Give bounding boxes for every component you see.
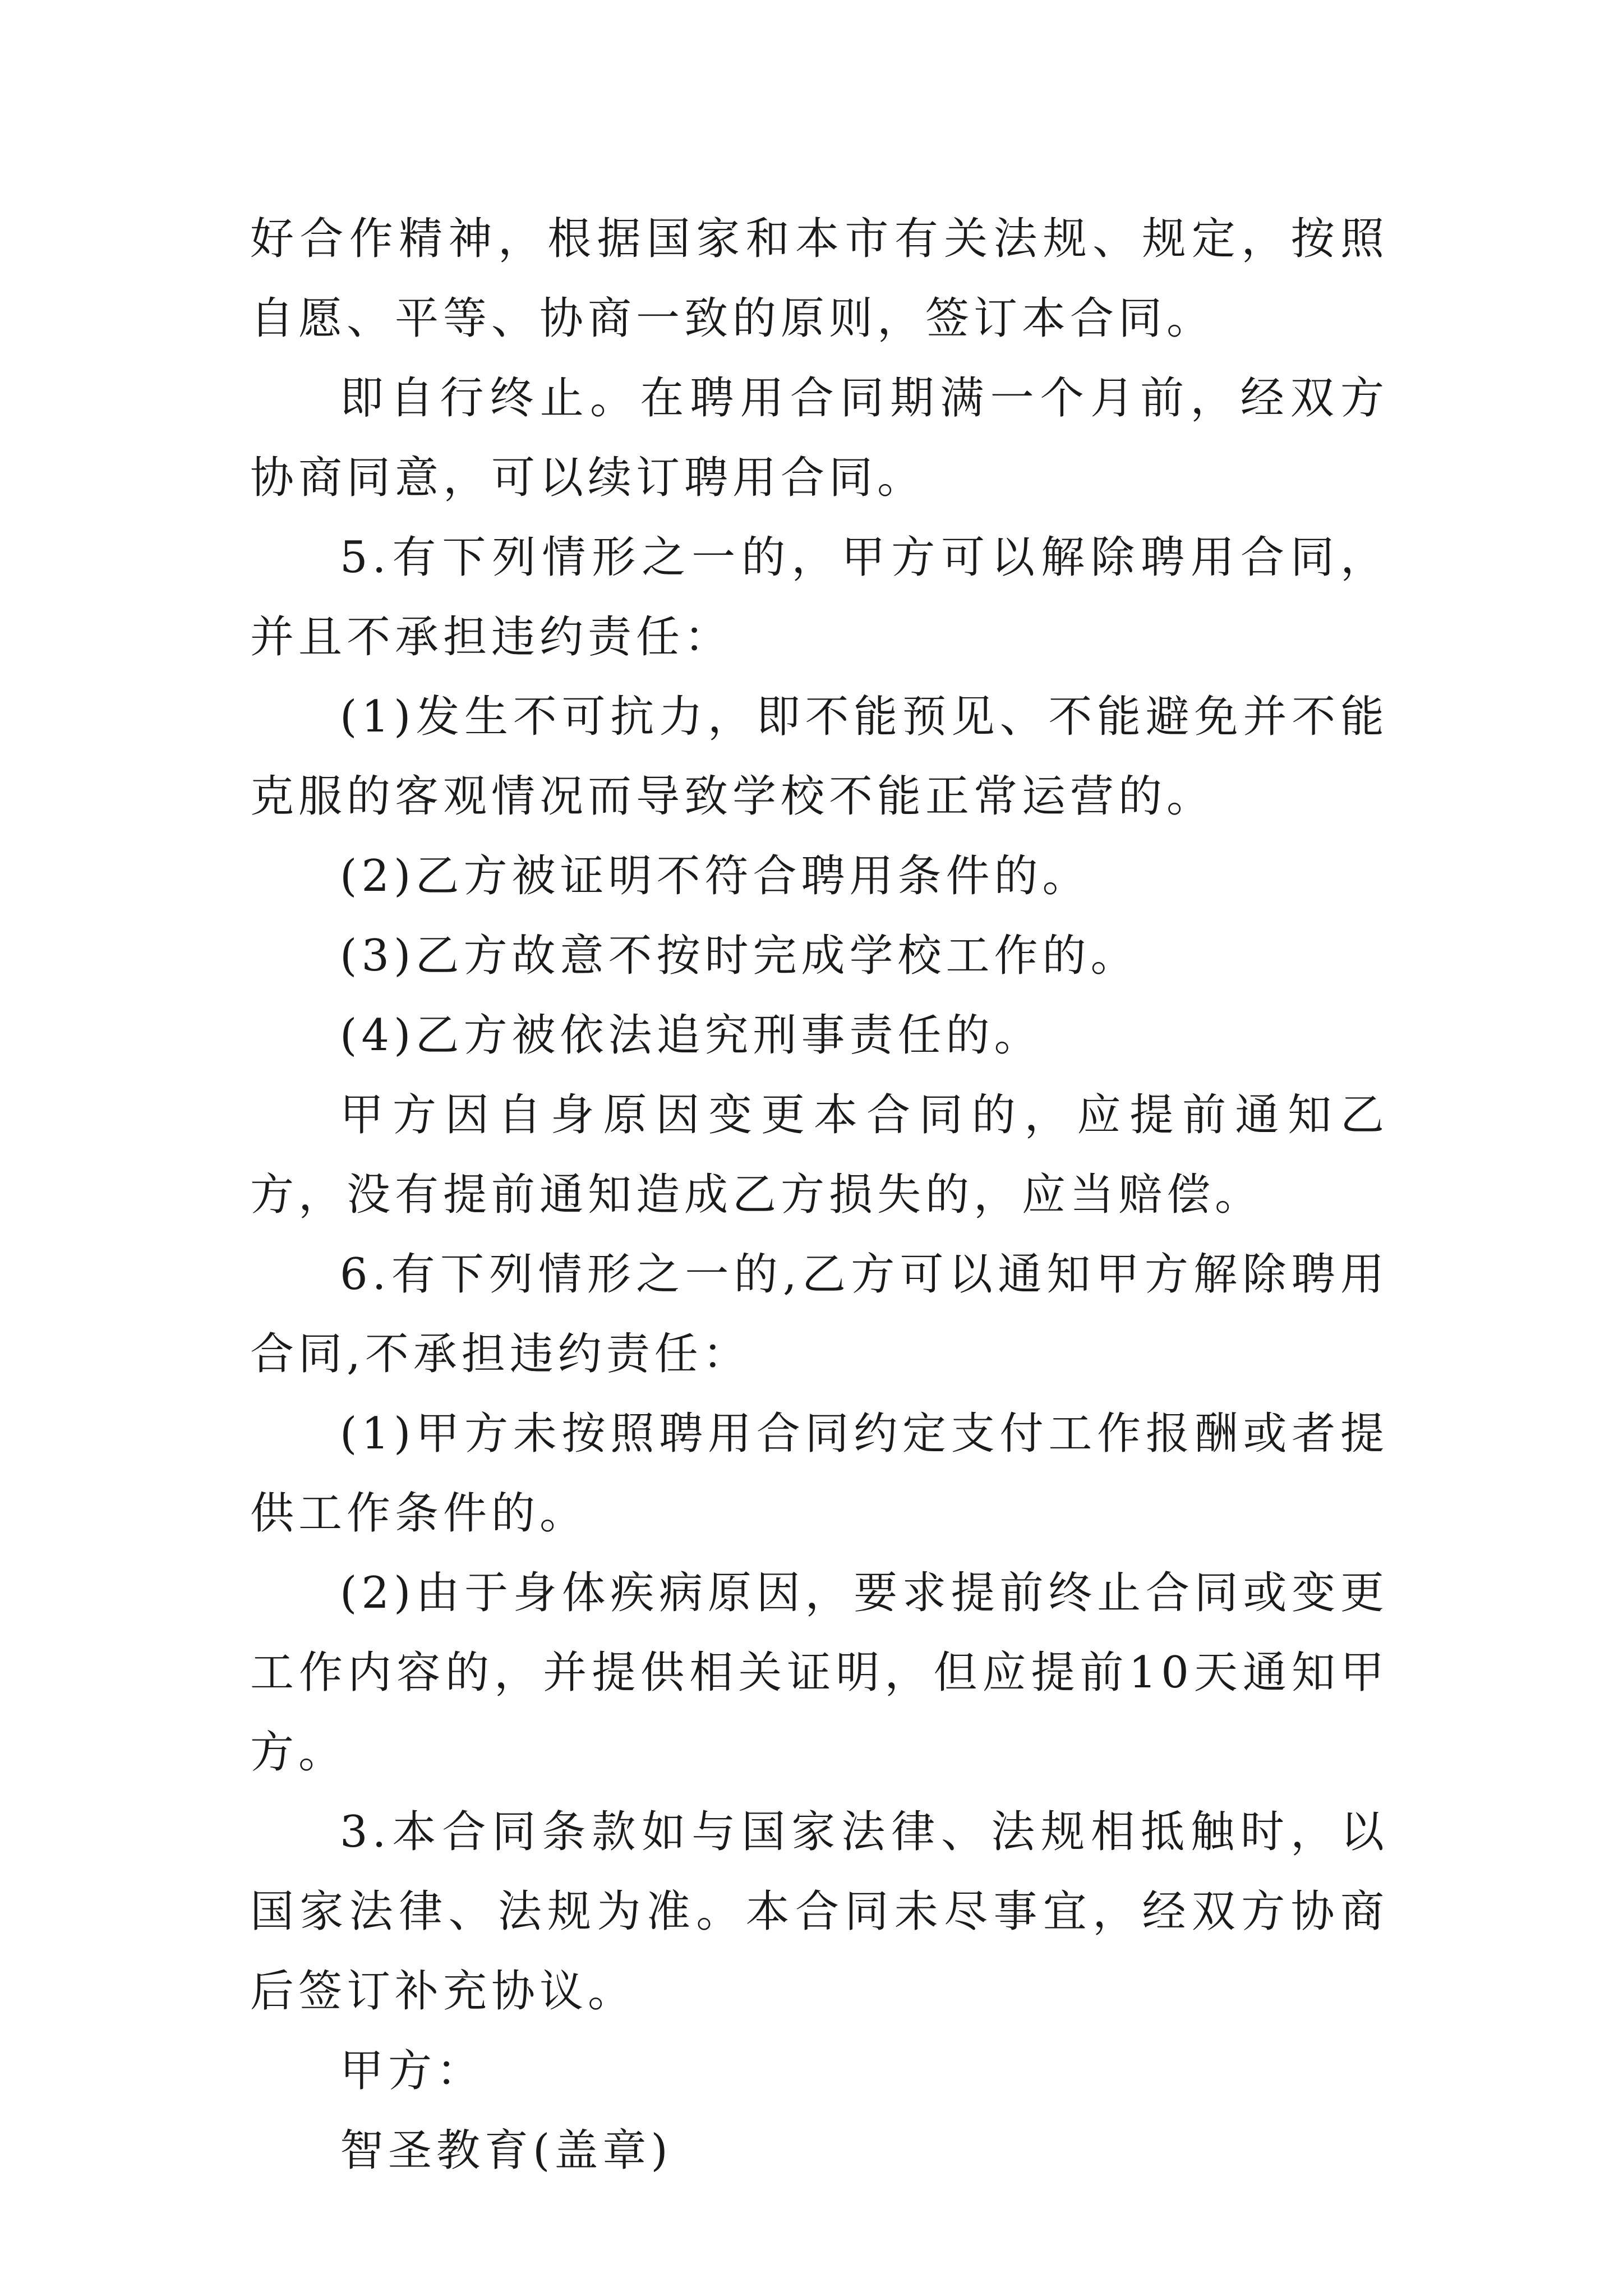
paragraph-clause-6-item-2: (2)由于身体疾病原因，要求提前终止合同或变更工作内容的，并提供相关证明，但应提前10天通知甲方。: [250, 1568, 1389, 1778]
paragraph-cooperation-principle: 好合作精神，根据国家和本市有关法规、规定，按照自愿、平等、协商一致的原则，签订本合同。: [250, 214, 1389, 344]
signature-party-a-label: 甲方：: [340, 2046, 485, 2096]
paragraph-clause-3-law: 3.本合同条款如与国家法律、法规相抵触时，以国家法律、法规为准。本合同未尽事宜，经双方协商后签订补充协议。: [250, 1807, 1389, 2017]
paragraph-clause-6-item-1: (1)甲方未按照聘用合同约定支付工作报酬或者提供工作条件的。: [250, 1409, 1389, 1539]
signature-party-a-seal: 智圣教育(盖章): [340, 2125, 672, 2176]
paragraph-contract-renewal: 即自行终止。在聘用合同期满一个月前，经双方协商同意，可以续订聘用合同。: [250, 373, 1389, 503]
paragraph-clause-5-item-3: (3)乙方故意不按时完成学校工作的。: [340, 931, 1139, 981]
paragraph-clause-5-item-4: (4)乙方被依法追究刑事责任的。: [340, 1010, 1043, 1061]
paragraph-clause-5-heading: 5.有下列情形之一的，甲方可以解除聘用合同，并且不承担违约责任：: [250, 532, 1389, 662]
paragraph-clause-6-heading: 6.有下列情形之一的,乙方可以通知甲方解除聘用合同,不承担违约责任：: [250, 1249, 1389, 1379]
paragraph-party-a-change: 甲方因自身原因变更本合同的，应提前通知乙方，没有提前通知造成乙方损失的，应当赔偿。: [250, 1090, 1389, 1220]
paragraph-clause-5-item-2: (2)乙方被证明不符合聘用条件的。: [340, 851, 1091, 901]
document-body: [250, 199, 1389, 2191]
paragraph-clause-5-item-1: (1)发生不可抗力，即不能预见、不能避免并不能克服的客观情况而导致学校不能正常运营的。: [250, 692, 1389, 822]
